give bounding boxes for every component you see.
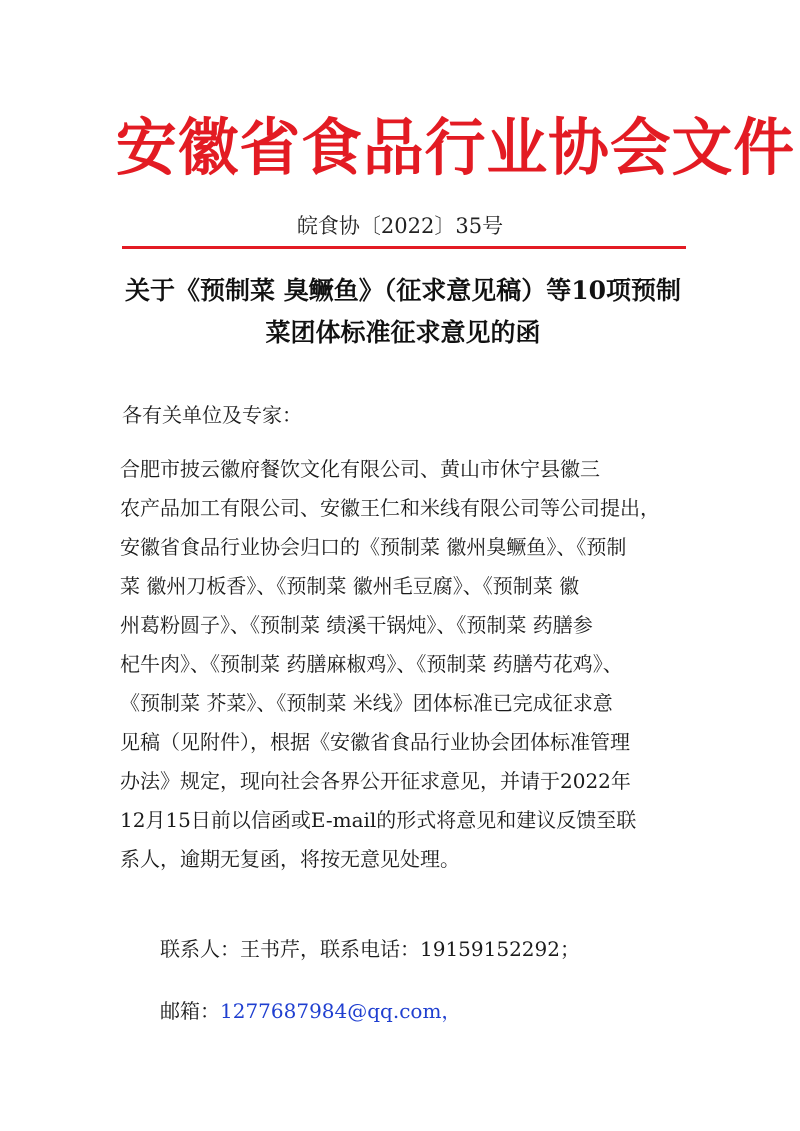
document-number: 皖食协〔2022〕35号 — [296, 214, 504, 238]
body-line: 办法》规定，现向社会各界公开征求意见，并请于2022年 — [120, 769, 631, 793]
body-line: 杞牛肉》、《预制菜 药膳麻椒鸡》、《预制菜 药膳芍花鸡》、 — [120, 652, 623, 676]
letterhead-title: 安徽省食品行业协会文件 — [115, 111, 796, 184]
body-line: 《预制菜 芥菜》、《预制菜 米线》团体标准已完成征求意 — [120, 691, 613, 715]
email-line — [160, 996, 461, 1026]
body-line: 合肥市披云徽府餐饮文化有限公司、黄山市休宁县徽三 — [120, 457, 600, 481]
email-link[interactable]: 1277687984@qq.com， — [220, 999, 462, 1023]
body-line: 12月15日前以信函或E-mail的形式将意见和建议反馈至联 — [120, 808, 637, 832]
salutation: 各有关单位及专家： — [122, 403, 302, 427]
body-line: 安徽省食品行业协会归口的《预制菜 徽州臭鳜鱼》、《预制 — [120, 535, 627, 559]
body-line: 菜 徽州刀板香》、《预制菜 徽州毛豆腐》、《预制菜 徽 — [120, 574, 580, 598]
body-line: 系人，逾期无复函，将按无意见处理。 — [120, 847, 460, 871]
letter-title-line-2: 菜团体标准征求意见的函 — [265, 318, 541, 347]
contact-line: 联系人：王书芹，联系电话：19159152292； — [160, 937, 580, 961]
body-line: 州葛粉圆子》、《预制菜 绩溪干锅炖》、《预制菜 药膳参 — [120, 613, 593, 637]
letter-body — [120, 450, 690, 879]
body-line: 见稿（见附件），根据《安徽省食品行业协会团体标准管理 — [120, 730, 630, 754]
letter-title — [118, 270, 688, 354]
letter-title-line-1: 关于《预制菜 臭鳜鱼》（征求意见稿）等10项预制 — [125, 276, 681, 305]
letterhead-red-rule — [122, 246, 686, 249]
body-line: 农产品加工有限公司、安徽王仁和米线有限公司等公司提出， — [120, 496, 660, 520]
email-label: 邮箱： — [160, 999, 220, 1023]
